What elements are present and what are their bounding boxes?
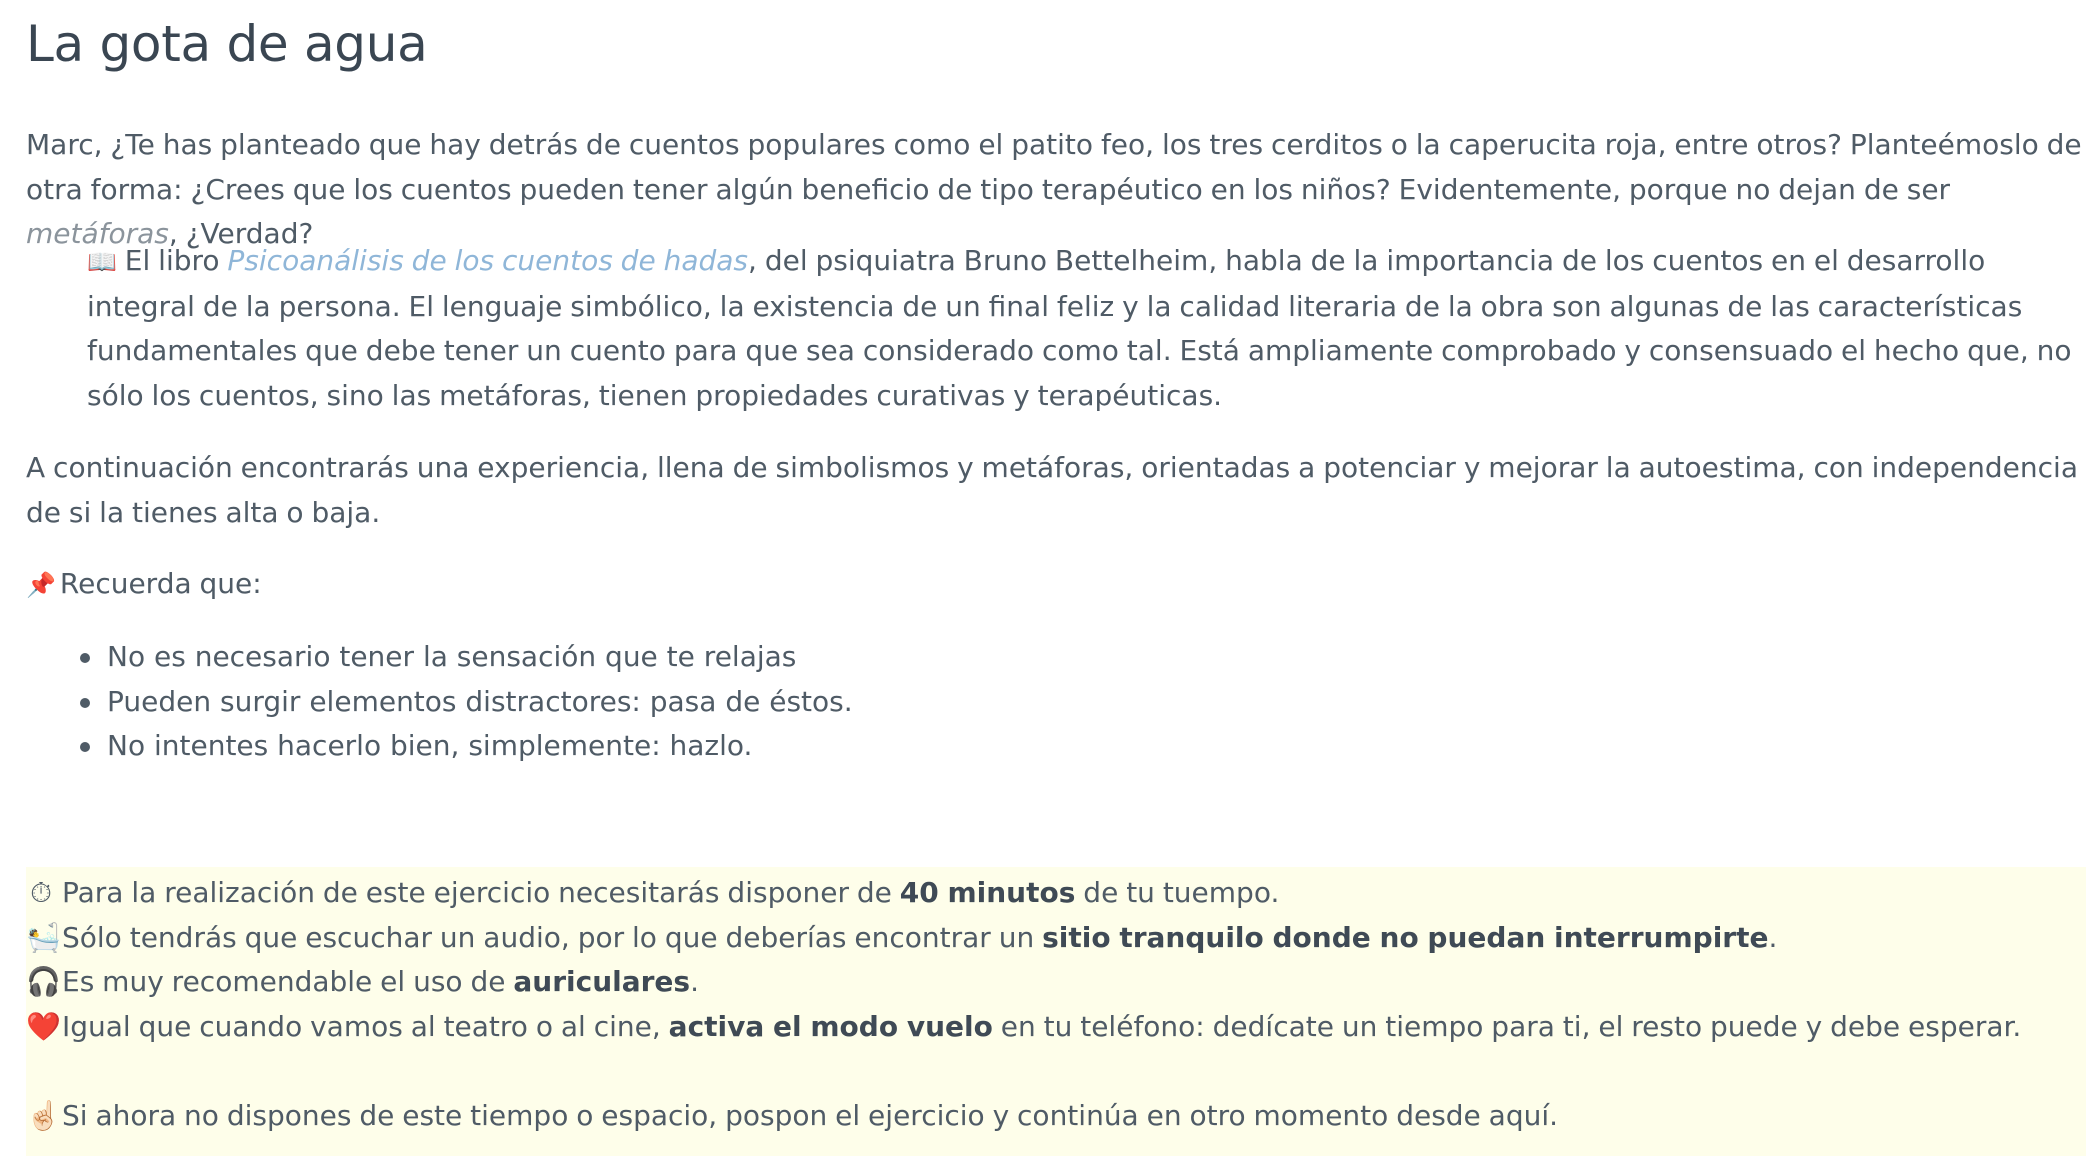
notice-bold: 40 minutos bbox=[899, 876, 1076, 909]
tip-text: No intentes hacerlo bien, simplemente: hazlo. bbox=[107, 729, 753, 762]
stopwatch-icon: ⏱ bbox=[30, 876, 52, 909]
notice-line-flight-mode bbox=[26, 1005, 2021, 1050]
bullet-icon bbox=[80, 698, 90, 708]
tip-text: Pueden surgir elementos distractores: pasa de éstos. bbox=[107, 684, 853, 718]
notice-text: en tu teléfono: dedícate un tiempo para ti, el resto puede y debe esperar. bbox=[992, 1010, 2022, 1043]
bullet-icon bbox=[80, 653, 90, 663]
pointing-up-icon: ☝🏻 bbox=[26, 1099, 61, 1132]
notice-line-time bbox=[26, 871, 1279, 916]
notice-text: . bbox=[690, 965, 699, 998]
book-icon: 📖 bbox=[87, 248, 117, 276]
bullet-icon bbox=[80, 742, 90, 752]
quote-lead: El libro bbox=[116, 244, 228, 277]
notice-line-headphones bbox=[26, 960, 699, 1005]
pushpin-icon: 📌 bbox=[26, 571, 56, 599]
list-item bbox=[107, 680, 853, 725]
book-link[interactable]: Psicoanálisis de los cuentos de hadas bbox=[227, 244, 749, 277]
notice-text: de tu tuempo. bbox=[1075, 876, 1280, 909]
headphones-icon: 🎧 bbox=[26, 965, 61, 998]
notice-bold: activa el modo vuelo bbox=[668, 1010, 993, 1043]
notice-text: Es muy recomendable el uso de bbox=[62, 965, 514, 998]
notice-text: . bbox=[1768, 921, 1778, 954]
notice-box bbox=[26, 867, 2086, 1156]
tip-text: No es necesario tener la sensación que te relajas bbox=[107, 640, 797, 673]
notice-text: Para la realización de este ejercicio necesitarás disponer de bbox=[62, 876, 900, 909]
notice-text: Sólo tendrás que escuchar un audio, por lo que deberías encontrar un bbox=[62, 921, 1043, 954]
quote-text: , del psiquiatra Bruno Bettelheim, habla de la importancia de los cuentos en el desarrollo integral de la persona. El lenguaje simbólico, la existencia de un final feliz y la calidad literaria de la obra son algunas de las características fundamentales que debe tener un cuento para que sea considerado como tal. Está ampliamente comprobado y consensuado el hecho que, no sólo los cuentos, sino las metáforas, tienen propiedades curativas y terapéuticas. bbox=[87, 244, 2072, 412]
notice-bold: sitio tranquilo donde no puedan interrumpirte bbox=[1042, 921, 1769, 954]
page-title: La gota de agua bbox=[26, 15, 428, 73]
reminder-label: Recuerda que: bbox=[59, 567, 262, 600]
heart-icon: ❤️ bbox=[26, 1010, 61, 1043]
notice-bold: auriculares bbox=[513, 965, 691, 998]
reminder-heading bbox=[26, 562, 2086, 608]
book-quote bbox=[87, 239, 2077, 418]
list-item bbox=[107, 635, 853, 680]
list-item bbox=[107, 724, 853, 769]
intro-emphasis: metáforas bbox=[26, 217, 169, 250]
bathtub-icon: 🛀 bbox=[26, 921, 61, 954]
notice-text: Si ahora no dispones de este tiempo o espacio, pospon el ejercicio y continúa en otro momento desde aquí. bbox=[62, 1099, 1559, 1132]
intro-text-end: , ¿Verdad? bbox=[168, 217, 314, 250]
intro-text: Marc, ¿Te has planteado que hay detrás de cuentos populares como el patito feo, los tres cerditos o la caperucita roja, entre otros? Planteémoslo de otra forma: ¿Crees que los cuentos pueden tener algún beneficio de tipo terapéutico en los niños? Evidentemente, porque no dejan de ser bbox=[26, 128, 2082, 206]
notice-line-place bbox=[26, 916, 1777, 961]
notice-text: Igual que cuando vamos al teatro o al cine, bbox=[62, 1010, 669, 1043]
notice-line-postpone bbox=[26, 1094, 1558, 1139]
intro-paragraph bbox=[26, 123, 2086, 257]
tips-list bbox=[26, 635, 853, 769]
continuation-paragraph: A continuación encontrarás una experiencia, llena de simbolismos y metáforas, orientadas a potenciar y mejorar la autoestima, con independencia de si la tienes alta o baja. bbox=[26, 451, 2078, 529]
